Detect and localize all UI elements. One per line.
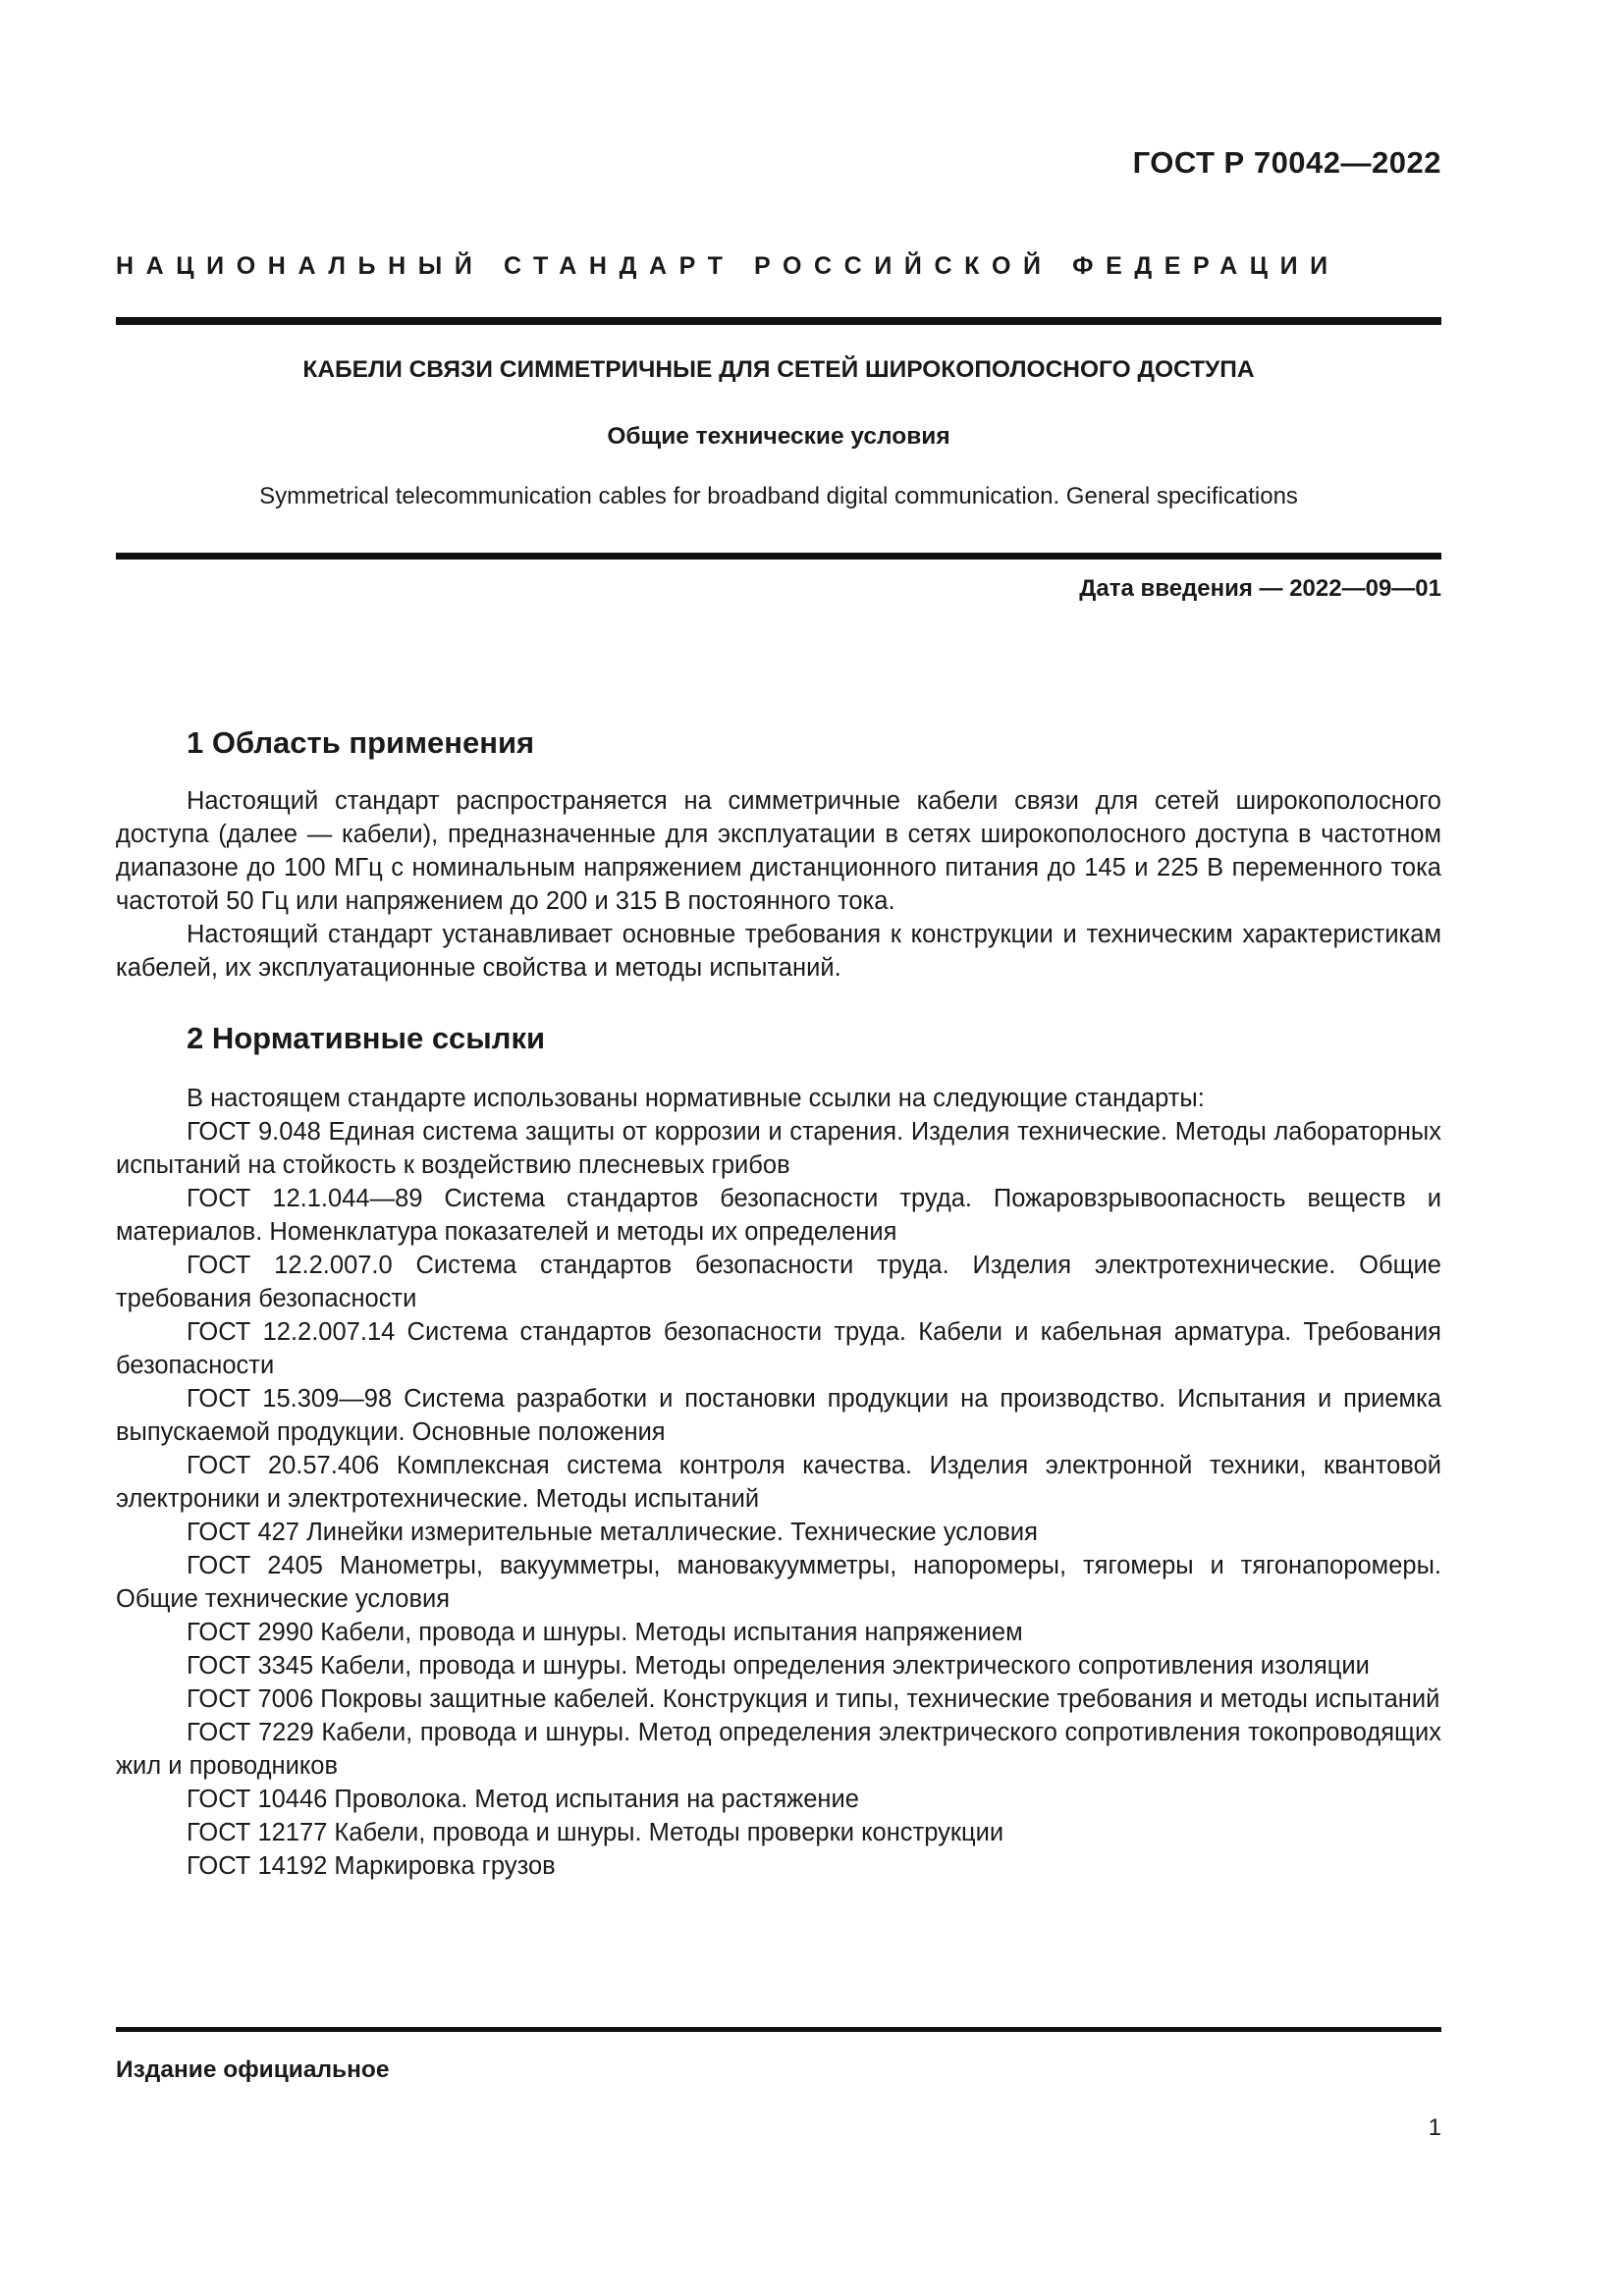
reference-item: ГОСТ 12.2.007.0 Система стандартов безопасности труда. Изделия электротехнические. Общие требования безопасности — [116, 1252, 1441, 1312]
paragraph: Настоящий стандарт устанавливает основные требования к конструкции и техническим характеристикам кабелей, их эксплуатационные свойства и методы испытаний. — [116, 921, 1441, 982]
reference-item: ГОСТ 7229 Кабели, провода и шнуры. Метод определения электрического сопротивления токопроводящих жил и проводников — [116, 1719, 1441, 1780]
english-title: Symmetrical telecommunication cables for broadband digital communication. General specifications — [259, 483, 1298, 509]
paragraph: Настоящий стандарт распространяется на симметричные кабели связи для сетей широкополосного доступа (далее — кабели), предназначенные для эксплуатации в сетях широкополосного доступа в частотном диапазоне до 100 МГц с номинальным напряжением дистанционного питания до 145 и 225 В переменного тока частотой 50 Гц или напряжением до 200 и 315 В постоянного тока. — [116, 787, 1441, 915]
reference-item: ГОСТ 12177 Кабели, провода и шнуры. Методы проверки конструкции — [187, 1819, 1004, 1846]
reference-item: ГОСТ 14192 Маркировка грузов — [187, 1852, 556, 1880]
reference-item: ГОСТ 10446 Проволока. Метод испытания на растяжение — [187, 1786, 859, 1813]
section-heading-normative-references: 2 Нормативные ссылки — [187, 1021, 546, 1055]
reference-item: ГОСТ 2990 Кабели, провода и шнуры. Методы испытания напряжением — [187, 1619, 1023, 1646]
national-standard-title: НАЦИОНАЛЬНЫЙ СТАНДАРТ РОССИЙСКОЙ ФЕДЕРАЦИИ — [116, 252, 1340, 280]
top-divider — [116, 317, 1441, 325]
section-scope-body — [116, 784, 1441, 985]
section-references-body — [116, 1082, 1441, 1883]
footer-divider — [116, 2027, 1441, 2032]
page-number: 1 — [1428, 2114, 1441, 2141]
standard-title: КАБЕЛИ СВЯЗИ СИММЕТРИЧНЫЕ ДЛЯ СЕТЕЙ ШИРОКОПОЛОСНОГО ДОСТУПА — [302, 356, 1255, 383]
reference-item: ГОСТ 15.309—98 Система разработки и постановки продукции на производство. Испытания и приемка выпускаемой продукции. Основные положения — [116, 1385, 1441, 1446]
reference-item: ГОСТ 20.57.406 Комплексная система контроля качества. Изделия электронной техники, квантовой электроники и электротехнические. Методы испытаний — [116, 1452, 1441, 1513]
reference-item: ГОСТ 7006 Покровы защитные кабелей. Конструкция и типы, технические требования и методы испытаний — [187, 1685, 1440, 1713]
reference-item: ГОСТ 427 Линейки измерительные металлические. Технические условия — [187, 1519, 1038, 1546]
reference-item: ГОСТ 9.048 Единая система защиты от коррозии и старения. Изделия технические. Методы лабораторных испытаний на стойкость к воздействию плесневых грибов — [116, 1118, 1441, 1179]
paragraph: В настоящем стандарте использованы нормативные ссылки на следующие стандарты: — [187, 1085, 1205, 1112]
reference-item: ГОСТ 2405 Манометры, вакуумметры, мановакуумметры, напоромеры, тягомеры и тягонапоромеры. Общие технические условия — [116, 1552, 1441, 1613]
title-divider — [116, 553, 1441, 560]
reference-item: ГОСТ 3345 Кабели, провода и шнуры. Методы определения электрического сопротивления изоляции — [187, 1652, 1370, 1680]
standard-subtitle: Общие технические условия — [607, 423, 950, 450]
reference-item: ГОСТ 12.1.044—89 Система стандартов безопасности труда. Пожаровзрывоопасность веществ и материалов. Номенклатура показателей и методы их определения — [116, 1185, 1441, 1246]
section-heading-scope: 1 Область применения — [187, 725, 535, 760]
introduction-date: Дата введения — 2022—09—01 — [1079, 575, 1441, 602]
official-edition-label: Издание официальное — [116, 2056, 390, 2083]
document-number: ГОСТ Р 70042—2022 — [1132, 145, 1441, 180]
reference-item: ГОСТ 12.2.007.14 Система стандартов безопасности труда. Кабели и кабельная арматура. Требования безопасности — [116, 1318, 1441, 1379]
